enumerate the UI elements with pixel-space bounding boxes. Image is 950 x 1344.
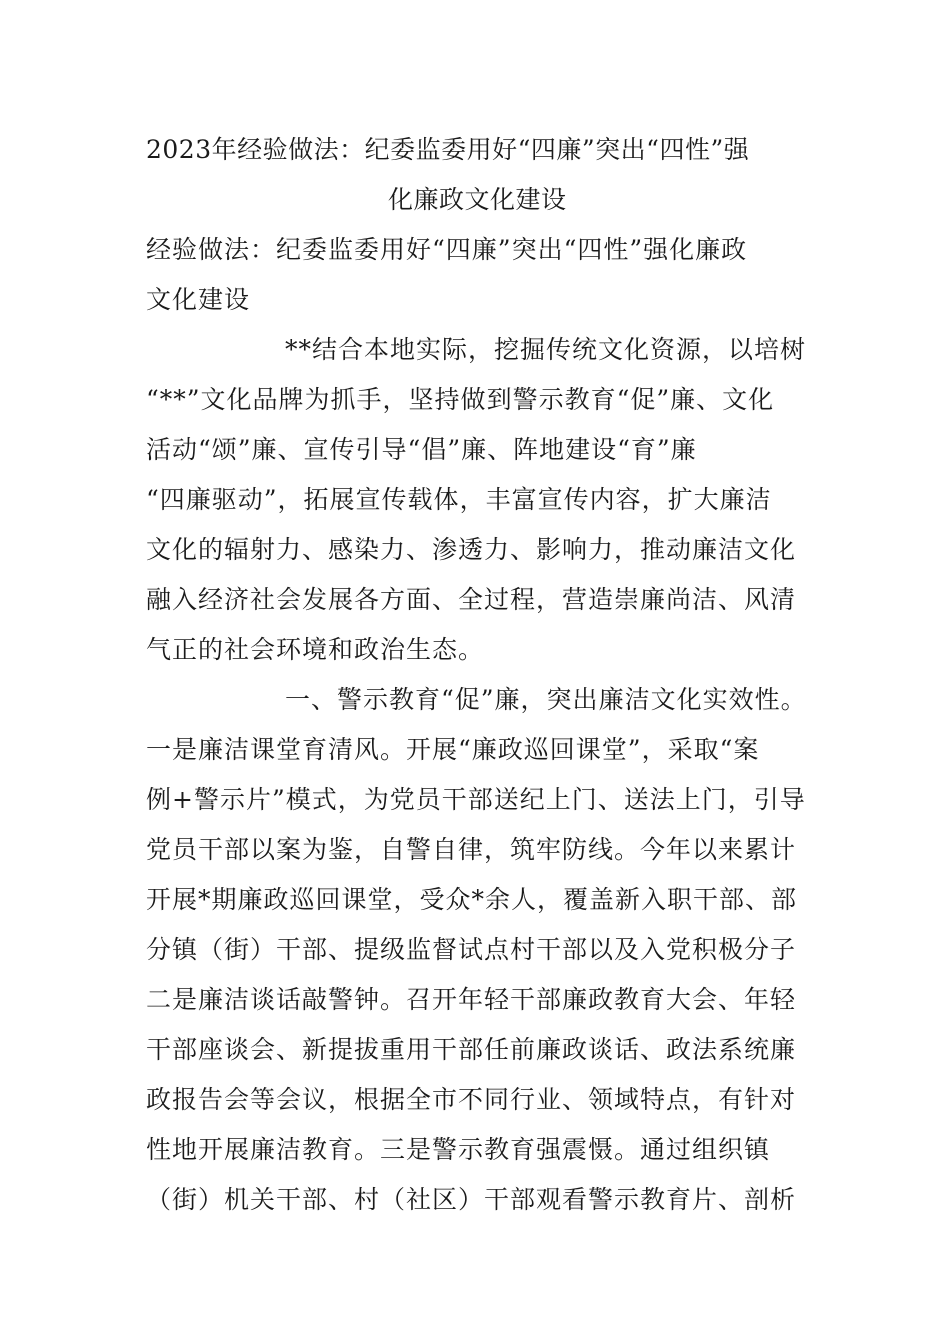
intro-line-4: “四廉驱动”，拓展宣传载体，丰富宣传内容，扩大廉洁 [146, 485, 772, 514]
title-line-2: 化廉政文化建设 [388, 185, 567, 214]
section-1-line-9: 性地开展廉洁教育。三是警示教育强震慑。通过组织镇 [146, 1135, 771, 1164]
title-line-1: 2023年经验做法：纪委监委用好“四廉”突出“四性”强 [146, 135, 750, 164]
section-1-line-7: 干部座谈会、新提拔重用干部任前廉政谈话、政法系统廉 [146, 1035, 797, 1064]
section-1-line-8: 政报告会等会议，根据全市不同行业、领域特点，有针对 [146, 1085, 797, 1114]
section-1-heading: 一、警示教育“促”廉，突出廉洁文化实效性。 [285, 685, 807, 714]
section-1-line-1: 一是廉洁课堂育清风。开展“廉政巡回课堂”，采取“案 [146, 735, 760, 764]
intro-line-2: “**”文化品牌为抓手，坚持做到警示教育“促”廉、文化 [146, 385, 775, 414]
section-1-line-2: 例+警示片”模式，为党员干部送纪上门、送法上门，引导 [146, 785, 806, 814]
subtitle-line-1: 经验做法：纪委监委用好“四廉”突出“四性”强化廉政 [146, 235, 748, 264]
intro-line-7: 气正的社会环境和政治生态。 [146, 635, 485, 664]
section-1-line-4: 开展*期廉政巡回课堂，受众*余人，覆盖新入职干部、部 [146, 885, 798, 914]
section-1-line-3: 党员干部以案为鉴，自警自律，筑牢防线。今年以来累计 [146, 835, 797, 864]
intro-line-5: 文化的辐射力、感染力、渗透力、影响力，推动廉洁文化 [146, 535, 797, 564]
intro-line-1: **结合本地实际，挖掘传统文化资源，以培树 [285, 335, 807, 364]
section-1-line-5: 分镇（街）干部、提级监督试点村干部以及入党积极分子 [146, 935, 797, 964]
section-1-line-10: （街）机关干部、村（社区）干部观看警示教育片、剖析 [146, 1185, 797, 1214]
subtitle-line-2: 文化建设 [146, 285, 251, 314]
section-1-line-6: 二是廉洁谈话敲警钟。召开年轻干部廉政教育大会、年轻 [146, 985, 797, 1014]
intro-line-3: 活动“颂”廉、宣传引导“倡”廉、阵地建设“育”廉 [146, 435, 697, 464]
intro-line-6: 融入经济社会发展各方面、全过程，营造崇廉尚洁、风清 [146, 585, 797, 614]
